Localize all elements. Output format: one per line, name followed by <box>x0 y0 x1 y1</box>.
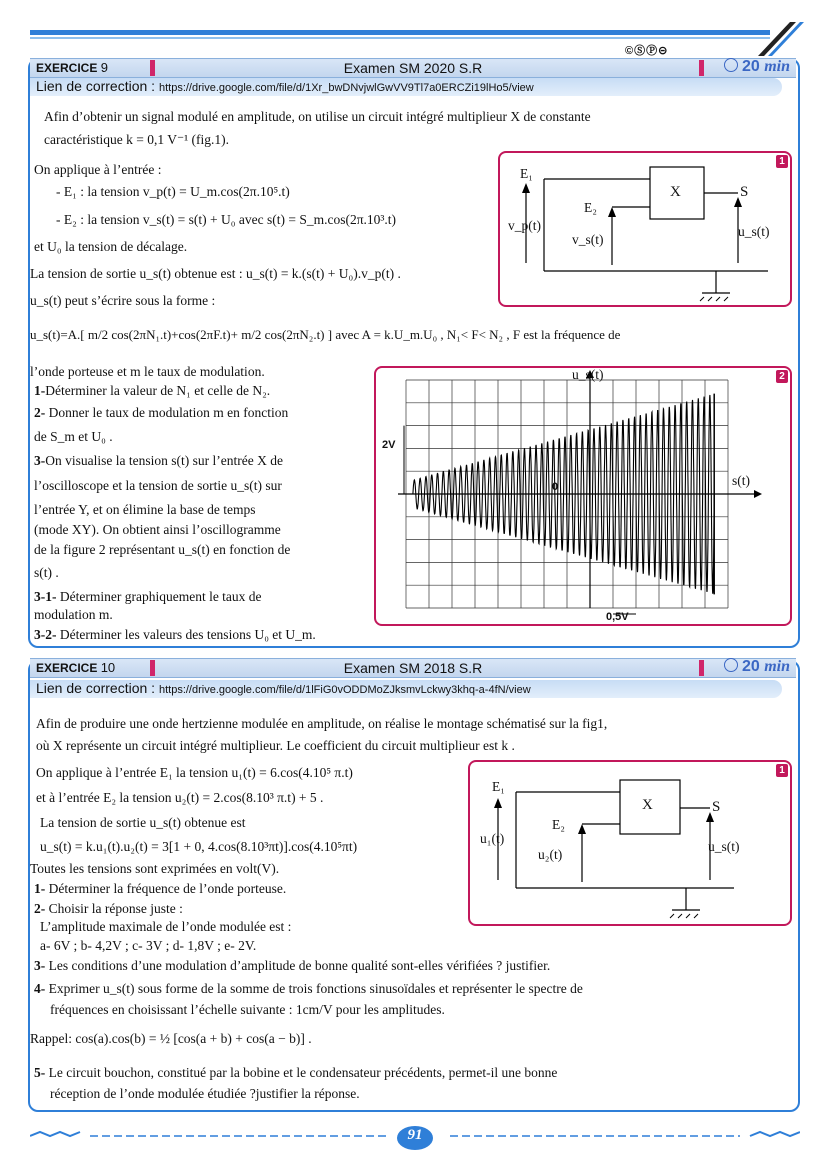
us-label: u_s(t) <box>708 839 740 854</box>
text-line: l’oscilloscope et la tension de sortie u_s(t) sur <box>34 478 282 493</box>
input-e1-label: E₁ <box>520 166 533 181</box>
text-line: caractéristique k = 0,1 V⁻¹ (fig.1). <box>44 132 229 147</box>
u1-label: u₁(t) <box>480 831 505 846</box>
exercise-label: EXERCICE <box>36 661 98 675</box>
text-line: - E₁ : la tension v_p(t) = U_m.cos(2π.10⁵.t) <box>56 184 290 199</box>
formula-line: u_s(t)=A.[ m/2 cos(2πN₁.t)+cos(2πF.t)+ m/2 cos(2πN₂.t) ] avec A = k.U_m.U₀ , N₁< F< N₂ , F est la fréquence de <box>30 327 621 342</box>
text-line: La tension de sortie u_s(t) obtenue est : u_s(t) = k.(s(t) + U₀).v_p(t) . <box>30 266 401 281</box>
output-s-label: S <box>740 184 749 200</box>
exercise-number: 10 <box>100 660 116 675</box>
text-line: de S_m et U₀ . <box>34 429 113 444</box>
exercise-number: 9 <box>100 60 108 75</box>
text-line: l’onde porteuse et m le taux de modulation. <box>30 364 265 379</box>
question-3-1: 3-1- Déterminer graphiquement le taux de <box>34 589 262 604</box>
figure-1-circuit <box>498 151 792 307</box>
page-number: 91 <box>407 1127 423 1143</box>
figure-badge: 1 <box>776 764 788 777</box>
text-line: La tension de sortie u_s(t) obtenue est <box>40 815 246 830</box>
text-line: et à l’entrée E₂ la tension u₂(t) = 2.cos(8.10³ π.t) + 5 . <box>36 790 324 805</box>
figure-1-circuit <box>468 760 792 926</box>
question-4: 4- Exprimer u_s(t) sous forme de la somme de trois fonctions sinusoïdales et représenter le spectre de <box>34 981 583 996</box>
correction-link-label: Lien de correction : <box>36 680 156 696</box>
circuit-diagram <box>470 762 790 924</box>
vs-label: v_s(t) <box>572 232 604 247</box>
header-rule <box>30 30 770 35</box>
output-s-label: S <box>712 799 721 815</box>
text-line: modulation m. <box>34 607 113 622</box>
multiplier-label: X <box>670 184 681 200</box>
correction-link-label: Lien de correction : <box>36 78 156 94</box>
question-5: 5- Le circuit bouchon, constitué par la bobine et le condensateur précédents, permet-il une bonne <box>34 1065 558 1080</box>
clock-icon <box>724 658 738 672</box>
u2-label: u₂(t) <box>538 847 563 862</box>
origin-label: 0 <box>552 481 559 493</box>
header-corner-stripes-icon <box>756 18 806 58</box>
exercise-label: EXERCICE <box>36 61 98 75</box>
us-label: u_s(t) <box>738 224 770 239</box>
exercise-10-header <box>30 658 796 678</box>
clock-icon <box>724 58 738 72</box>
input-e1-label: E₁ <box>492 779 505 794</box>
question-3: 3- Les conditions d’une modulation d’amplitude de bonne qualité sont-elles vérifiées ? justifier. <box>34 958 551 973</box>
question-2: 2- Choisir la réponse juste : <box>34 901 183 916</box>
header-rule-thin <box>30 37 770 39</box>
duration: 20 min <box>724 58 790 76</box>
y-axis-label: u_s(t) <box>572 367 604 382</box>
correction-link-bar <box>30 680 782 698</box>
question-3: 3-On visualise la tension s(t) sur l’entrée X de <box>34 453 283 468</box>
text-line: fréquences en choisissant l’échelle suivante : 1cm/V pour les amplitudes. <box>50 1002 445 1017</box>
exercise-title: Examen SM 2018 S.R <box>343 660 483 676</box>
text-line: (mode XY). On obtient ainsi l’oscillogramme <box>34 522 281 537</box>
text-line: L’amplitude maximale de l’onde modulée est : <box>40 919 292 934</box>
question-1: 1- Déterminer la fréquence de l’onde porteuse. <box>34 881 287 896</box>
correction-link[interactable]: https://drive.google.com/file/d/1lFiG0vODDMoZJksmvLckwy3khq-a-4fN/view <box>158 684 531 696</box>
figure-badge: 1 <box>776 155 788 168</box>
exercise-9-header <box>30 58 796 78</box>
exercise-title: Examen SM 2020 S.R <box>343 60 483 76</box>
text-line: On applique à l’entrée E₁ la tension u₁(t) = 6.cos(4.10⁵ π.t) <box>36 765 353 780</box>
correction-link[interactable]: https://drive.google.com/file/d/1Xr_bwDNvjwlGwVV9Tl7a0ERCZi19lHo5/view <box>158 82 534 94</box>
text-line: On applique à l’entrée : <box>34 162 162 177</box>
multiplier-label: X <box>642 797 653 813</box>
correction-link-bar <box>30 78 782 96</box>
question-1: 1-Déterminer la valeur de N₁ et celle de N₂. <box>34 383 271 398</box>
input-e2-label: E₂ <box>552 817 565 832</box>
text-line: s(t) . <box>34 565 59 580</box>
answer-choices: a- 6V ; b- 4,2V ; c- 3V ; d- 1,8V ; e- 2V. <box>40 938 257 953</box>
duration: 20 min <box>724 658 790 676</box>
formula-line: u_s(t) = k.u₁(t).u₂(t) = 3[1 + 0, 4.cos(8.10³πt)].cos(4.10⁵πt) <box>40 839 358 854</box>
reminder-formula: Rappel: cos(a).cos(b) = ½ [cos(a + b) + cos(a − b)] . <box>30 1031 312 1046</box>
text-line: de la figure 2 représentant u_s(t) en fonction de <box>34 542 291 557</box>
license-badge: ©ⓈⓅ⊝ <box>625 45 669 57</box>
question-2: 2- Donner le taux de modulation m en fonction <box>34 405 289 420</box>
text-line: réception de l’onde modulée étudiée ?justifier la réponse. <box>50 1086 360 1101</box>
text-line: Afin de produire une onde hertzienne modulée en amplitude, on réalise le montage schématisé sur la fig1, <box>36 716 608 731</box>
text-line: Afin d’obtenir un signal modulé en amplitude, on utilise un circuit intégré multiplieur X de constante <box>44 109 591 124</box>
text-line: où X représente un circuit intégré multiplieur. Le coefficient du circuit multiplieur est k . <box>36 738 515 753</box>
x-axis-arrow <box>754 490 762 498</box>
text-line: u_s(t) peut s’écrire sous la forme : <box>30 293 216 308</box>
accent-mark <box>699 660 704 676</box>
x-axis-label: s(t) <box>732 473 750 488</box>
oscillogram-plot <box>376 368 790 624</box>
text-line: l’entrée Y, et on élimine la base de temps <box>34 502 256 517</box>
text-line: - E₂ : la tension v_s(t) = s(t) + U₀ avec s(t) = S_m.cos(2π.10³.t) <box>56 212 397 227</box>
text-line: et U₀ la tension de décalage. <box>34 239 188 254</box>
text-line: Toutes les tensions sont exprimées en volt(V). <box>30 861 280 876</box>
input-e2-label: E₂ <box>584 200 597 215</box>
vp-label: v_p(t) <box>508 218 541 233</box>
figure-2-oscillogram <box>374 366 792 626</box>
x-scale-label: 0,5V <box>606 611 629 623</box>
figure-badge: 2 <box>776 370 788 383</box>
y-scale-label: 2V <box>382 439 396 451</box>
accent-mark <box>699 60 704 76</box>
question-3-2: 3-2- Déterminer les valeurs des tensions U₀ et U_m. <box>34 627 316 642</box>
